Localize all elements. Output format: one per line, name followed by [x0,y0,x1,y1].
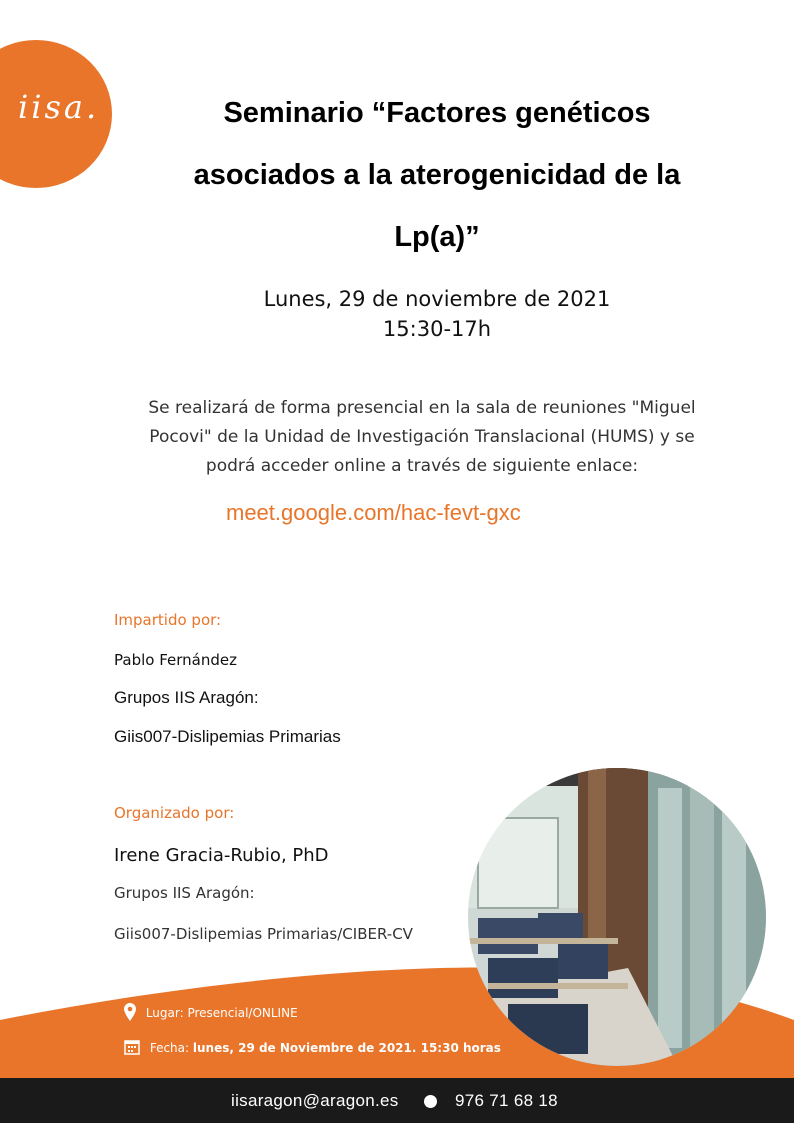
organizado-heading: Organizado por: [114,804,235,822]
organizer-group: Giis007-Dislipemias Primarias/CIBER-CV [114,925,413,943]
lugar-row [124,1003,298,1024]
event-time: 15:30-17h [382,317,492,341]
title-line-1: Seminario “Factores genéticos [223,97,651,129]
event-day: Lunes, 29 de noviembre de 2021 [263,287,611,311]
event-date [150,284,724,344]
footer-bar [0,1078,794,1123]
logo: iisa. [18,88,100,126]
description [110,394,734,481]
speaker-group-label: Grupos IIS Aragón: [114,688,259,707]
impartido-heading: Impartido por: [114,611,222,629]
lugar-label: Lugar: [145,1006,188,1020]
fecha-label: Fecha: [149,1041,193,1055]
footer-separator-dot [424,1095,437,1108]
calendar-icon [124,1039,140,1058]
seminar-title [150,82,724,268]
footer-email[interactable]: iisaragon@aragon.es [231,1091,399,1110]
speaker-name: Pablo Fernández [114,651,237,669]
lugar-value: Presencial/ONLINE [187,1006,298,1020]
meet-link[interactable]: meet.google.com/hac-fevt-gxc [226,500,521,525]
classroom-photo [468,768,766,1066]
organizer-group-label: Grupos IIS Aragón: [114,884,255,902]
title-line-2: asociados a la aterogenicidad de la [193,159,681,191]
description-line-3: podrá acceder online a través de siguiente enlace: [205,456,639,476]
location-pin-icon [124,1003,136,1024]
footer-phone[interactable]: 976 71 68 18 [455,1091,558,1110]
title-line-3: Lp(a)” [394,221,480,253]
description-line-2: Pocovi" de la Unidad de Investigación Translacional (HUMS) y se [149,427,695,447]
organizer-name: Irene Gracia-Rubio, PhD [114,845,329,866]
fecha-row [124,1039,501,1058]
fecha-value: lunes, 29 de Noviembre de 2021. 15:30 horas [192,1041,501,1055]
speaker-group: Giis007-Dislipemias Primarias [114,727,341,746]
description-line-1: Se realizará de forma presencial en la sala de reuniones "Miguel [148,398,696,418]
